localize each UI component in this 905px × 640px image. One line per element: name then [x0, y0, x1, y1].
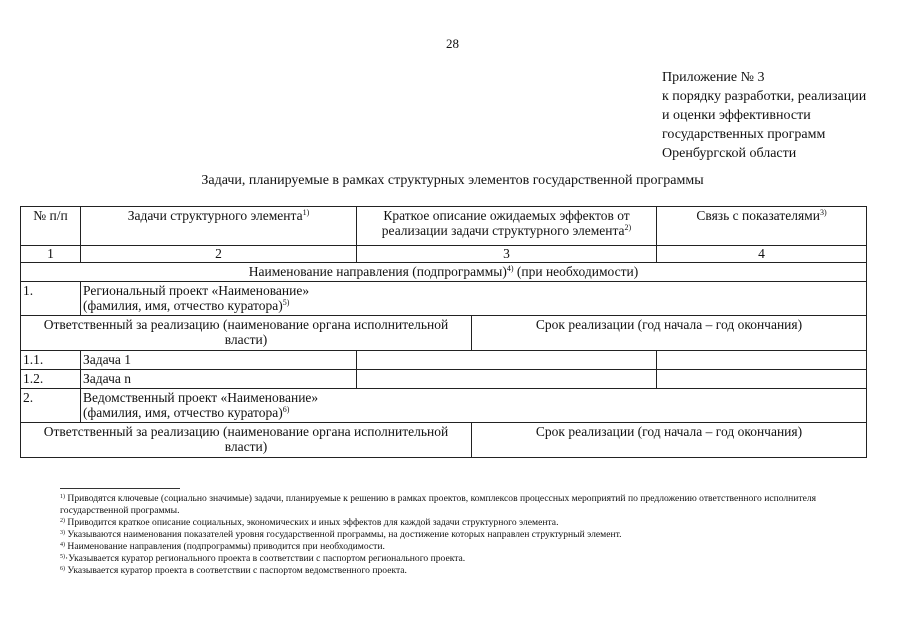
row-number: 1.2.: [21, 370, 81, 389]
project-title: Ведомственный проект «Наименование»: [83, 390, 319, 405]
document-title: Задачи, планируемые в рамках структурных элементов государственной программы: [201, 173, 704, 188]
direction-cell: Наименование направления (подпрограммы)$^{4)}$ (при необходимости): [21, 263, 867, 282]
footnote: $^{2)}$ Приводится краткое описание социальных, экономических и иных эффектов для каждой задачи структурного элемента.: [60, 517, 559, 528]
direction-row: [21, 263, 867, 282]
responsible-cell: Ответственный за реализацию (наименование органа исполнительной власти): [21, 316, 472, 351]
timeline-cell: Срок реализации (год начала – год окончания): [472, 316, 867, 351]
task-row: [21, 370, 867, 389]
task-indicators-cell: [657, 351, 867, 370]
responsible-cell: Ответственный за реализацию (наименование органа исполнительной власти): [21, 423, 472, 458]
project-curator: (фамилия, имя, отчество куратора)$^{6)}$: [83, 405, 290, 420]
responsible-row: [21, 316, 867, 351]
footnote: $^{3)}$ Указываются наименования показателей уровня государственной программы, на достижение которых направлен структурный элемент.: [60, 529, 622, 540]
task-row: [21, 351, 867, 370]
regional-project-row: [21, 282, 867, 316]
footnote: $^{4)}$ Наименование направления (подпрограммы) приводится при необходимости.: [60, 541, 385, 552]
tasks-table: [20, 206, 867, 458]
column-numbers-row: [21, 246, 867, 263]
task-effects-cell: [357, 370, 657, 389]
table-header-row: [21, 207, 867, 246]
column-number: 2: [81, 246, 357, 263]
departmental-project-cell: [81, 389, 867, 423]
regional-project-cell: [81, 282, 867, 316]
column-number: 1: [21, 246, 81, 263]
header-cell-tasks: Задачи структурного элемента$^{1)}$: [81, 207, 357, 246]
task-name: Задача 1: [81, 351, 357, 370]
task-effects-cell: [357, 351, 657, 370]
header-cell-indicators: Связь с показателями$^{3)}$: [657, 207, 867, 246]
task-indicators-cell: [657, 370, 867, 389]
timeline-cell: Срок реализации (год начала – год окончания): [472, 423, 867, 458]
footnotes: [60, 493, 870, 577]
header-cell-number: № п/п: [21, 207, 81, 246]
page-number: 28: [446, 36, 459, 51]
footnote: $^{1)}$ Приводятся ключевые (социально значимые) задачи, планируемые к решению в рамках проектов, комплексов процессных мероприятий по предложению ответственного исполнителя государственной программы.: [60, 493, 817, 516]
header-cell-effects: Краткое описание ожидаемых эффектов от реализации задачи структурного элемента$^{2)}$: [357, 207, 657, 246]
appendix-line: государственных программ: [662, 127, 826, 142]
footnote: $^{6)}$ Указывается куратор проекта в соответствии с паспортом ведомственного проекта.: [60, 565, 407, 576]
appendix-line: Приложение № 3: [662, 70, 765, 85]
row-number: 1.1.: [21, 351, 81, 370]
row-number: 2.: [21, 389, 81, 423]
appendix-line: и оценки эффективности: [662, 108, 811, 123]
appendix-line: к порядку разработки, реализации: [662, 89, 867, 104]
column-number: 3: [357, 246, 657, 263]
row-number: 1.: [21, 282, 81, 316]
footnote: $^{5)}$·Указывается куратор регионального проекта в соответствии с паспортом регионального проекта.: [60, 553, 466, 564]
footnote-divider: [60, 488, 180, 489]
appendix-block: [662, 68, 866, 163]
project-curator: (фамилия, имя, отчество куратора)$^{5)}$: [83, 298, 290, 313]
task-name: Задача n: [81, 370, 357, 389]
appendix-line: Оренбургской области: [662, 146, 797, 161]
column-number: 4: [657, 246, 867, 263]
project-title: Региональный проект «Наименование»: [83, 283, 310, 298]
departmental-project-row: [21, 389, 867, 423]
responsible-row: [21, 423, 867, 458]
